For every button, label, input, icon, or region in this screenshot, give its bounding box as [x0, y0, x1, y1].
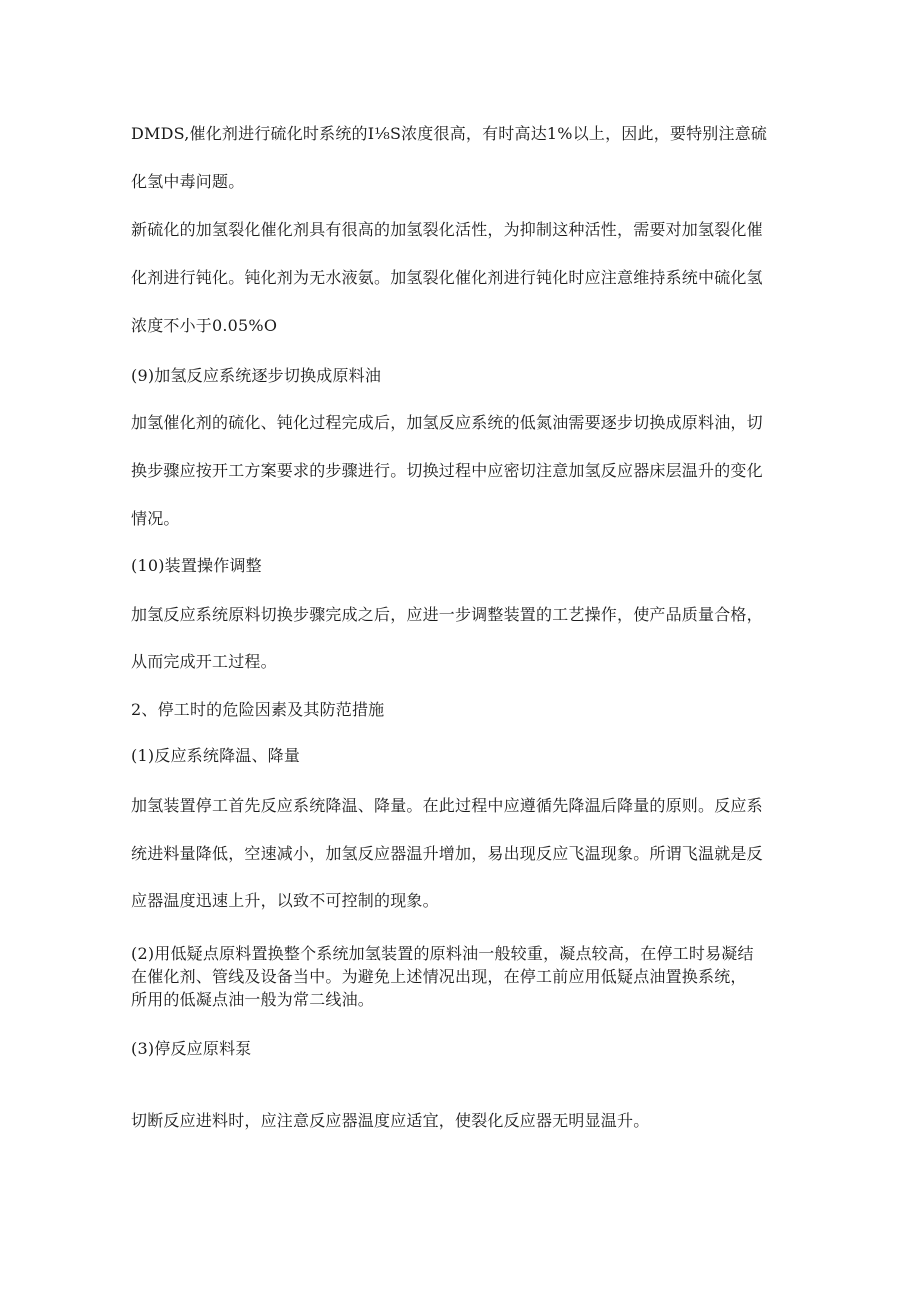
paragraph-line: 统进料量降低，空速减小，加氢反应器温升增加，易出现反应飞温现象。所谓飞温就是反 [131, 844, 763, 863]
paragraph-line: 化剂进行钝化。钝化剂为无水液氨。加氢裂化催化剂进行钝化时应注意维持系统中硫化氢 [131, 268, 763, 287]
paragraph-line: 在催化剂、管线及设备当中。为避免上述情况出现，在停工前应用低疑点油置换系统， [131, 967, 747, 986]
paragraph-line: 加氢催化剂的硫化、钝化过程完成后，加氢反应系统的低氮油需要逐步切换成原料油，切 [131, 413, 763, 432]
paragraph-line: 从而完成开工过程。 [131, 652, 277, 671]
section-heading: (9)加氢反应系统逐步切换成原料油 [131, 366, 382, 385]
section-heading: (3)停反应原料泵 [131, 1039, 252, 1058]
section-heading: 2、停工时的危险因素及其防范措施 [131, 700, 385, 719]
paragraph-line: 加氢反应系统原料切换步骤完成之后，应进一步调整装置的工艺操作，使产品质量合格， [131, 605, 763, 624]
paragraph-line: DMDS,催化剂进行硫化时系统的I⅛S浓度很高，有时高达1%以上，因此，要特别注意硫 [131, 124, 768, 143]
paragraph-line: 加氢装置停工首先反应系统降温、降量。在此过程中应遵循先降温后降量的原则。反应系 [131, 796, 763, 815]
paragraph-line: (2)用低疑点原料置换整个系统加氢装置的原料油一般较重，凝点较高，在停工时易凝结 [131, 944, 754, 963]
paragraph-line: 化氢中毒问题。 [131, 172, 245, 191]
paragraph-line: 切断反应进料时，应注意反应器温度应适宜，使裂化反应器无明显温升。 [131, 1111, 650, 1130]
paragraph-line: 浓度不小于0.05%O [131, 316, 278, 335]
paragraph-line: 所用的低凝点油一般为常二线油。 [131, 990, 375, 1009]
section-heading: (1)反应系统降温、降量 [131, 746, 301, 765]
section-heading: (10)装置操作调整 [131, 556, 262, 575]
paragraph-line: 应器温度迅速上升，以致不可控制的现象。 [131, 891, 439, 910]
paragraph-line: 新硫化的加氢裂化催化剂具有很高的加氢裂化活性，为抑制这种活性，需要对加氢裂化催 [131, 220, 763, 239]
paragraph-line: 换步骤应按开工方案要求的步骤进行。切换过程中应密切注意加氢反应器床层温升的变化 [131, 461, 763, 480]
paragraph-line: 情况。 [131, 509, 180, 528]
